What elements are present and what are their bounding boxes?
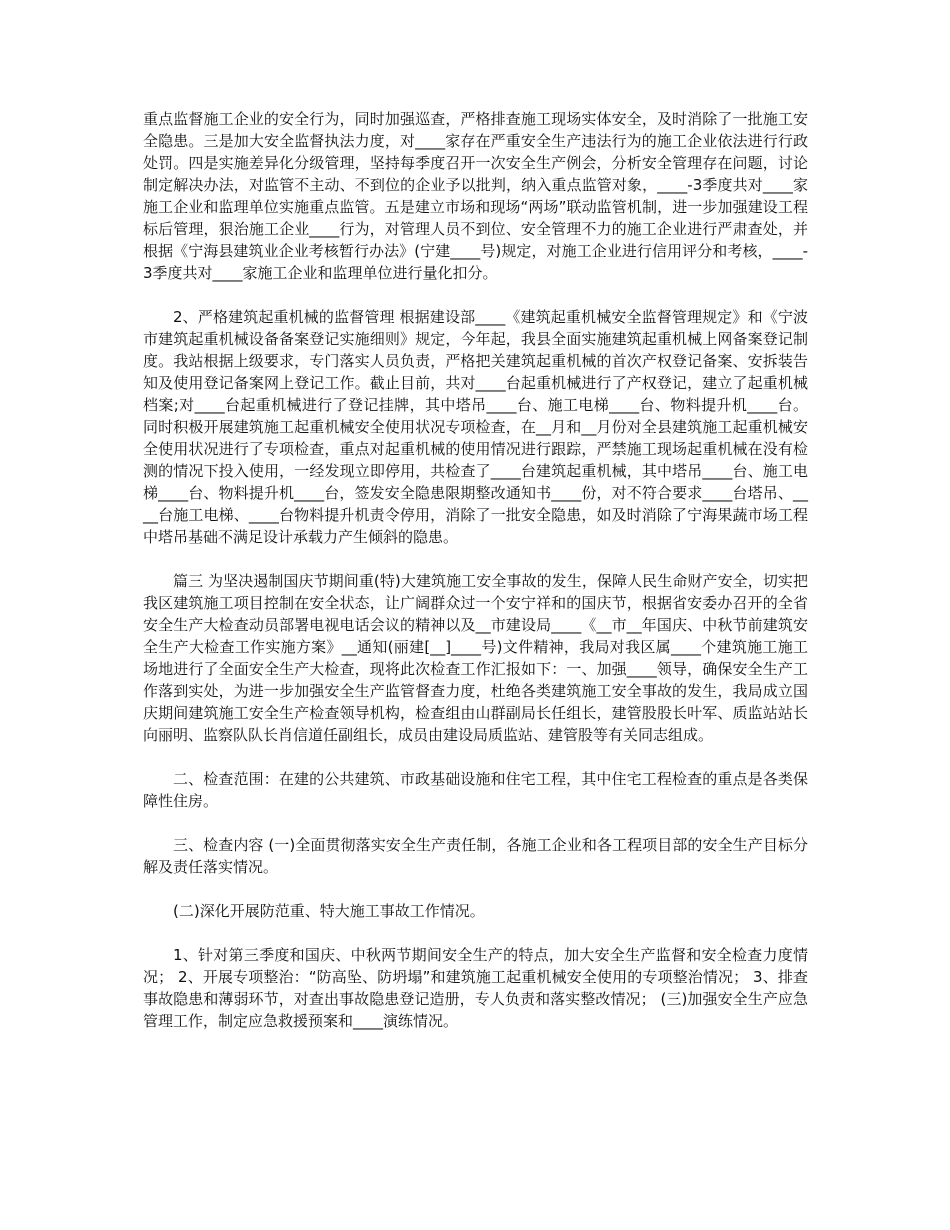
paragraph-article-three-intro: 篇三 为坚决遏制国庆节期间重(特)大建筑施工安全事故的发生，保障人民生命财产安全，切实把我区建筑施工项目控制在安全状态，让广阔群众过一个安宁祥和的国庆节，根据省安委办召开的全省安全生产大检查动员部署电视电话会议的精神以及__市建设局____《__市__年国庆、中秋节前建筑安全生产大检查工作实施方案》__通知(丽建[__]____号)文件精神，我局对我区属____个建筑施工施工场地进行了全面安全生产大检查，现将此次检查工作汇报如下：一、加强____领导，确保安全生产工作落到实处，为进一步加强安全生产监管督查力度，杜绝各类建筑施工安全事故的发生，我局成立国庆期间建筑施工安全生产检查领导机构，检查组由山群副局长任组长，建管股股长叶军、质监站站长向丽明、监察队队长肖信道任副组长，成员由建设局质监站、建管股等有关同志组成。 — [143, 572, 808, 744]
paragraph-inspection-items: 1、针对第三季度和国庆、中秋两节期间安全生产的特点，加大安全生产监督和安全检查力度情况； 2、开展专项整治：“防高坠、防坍塌”和建筑施工起重机械安全使用的专项整治情况； 3、排查事故隐患和薄弱环节，对查出事故隐患登记造册，专人负责和落实整改情况； (三)加强安全生产应急管理工作，制定应急救援预案和____演练情况。 — [143, 946, 808, 1030]
paragraph-inspection-content: 三、检查内容 (一)全面贯彻落实安全生产责任制，各施工企业和各工程项目部的安全生产目标分解及责任落实情况。 — [143, 836, 808, 876]
paragraph-crane-supervision: 2、严格建筑起重机械的监督管理 根据建设部____《建筑起重机械安全监督管理规定》和《宁波市建筑起重机械设备备案登记实施细则》规定，今年起，我县全面实施建筑起重机械上网备案登记制度。我站根据上级要求，专门落实人员负责，严格把关建筑起重机械的首次产权登记备案、安拆装告知及使用登记备案网上登记工作。截止目前，共对____台起重机械进行了产权登记，建立了起重机械档案;对____台起重机械进行了登记挂牌，其中塔吊____台、施工电梯____台、物料提升机____台。同时积极开展建筑施工起重机械安全使用状况专项检查，在__月和__月份对全县建筑施工起重机械安全使用状况进行了专项检查，重点对起重机械的使用情况进行跟踪，严禁施工现场起重机械在没有检测的情况下投入使用，一经发现立即停用，共检查了____台建筑起重机械，其中塔吊____台、施工电梯____台、物料提升机____台，签发安全隐患限期整改通知书____份，对不符合要求____台塔吊、____台施工电梯、____台物料提升机责令停用，消除了一批安全隐患，如及时消除了宁海果蔬市场工程中塔吊基础不满足设计承载力产生倾斜的隐患。 — [143, 308, 808, 546]
document-body — [143, 108, 808, 1054]
paragraph-accident-prevention: (二)深化开展防范重、特大施工事故工作情况。 — [173, 902, 485, 920]
paragraph-inspection-scope: 二、检查范围：在建的公共建筑、市政基础设施和住宅工程，其中住宅工程检查的重点是各类保障性住房。 — [143, 770, 808, 810]
paragraph-supervision-continued: 重点监督施工企业的安全行为，同时加强巡查，严格排查施工现场实体安全，及时消除了一批施工安全隐患。三是加大安全监督执法力度，对____家存在严重安全生产违法行为的施工企业依法进行行政处罚。四是实施差异化分级管理，坚持每季度召开一次安全生产例会，分析安全管理存在问题，讨论制定解决办法，对监管不主动、不到位的企业予以批判，纳入重点监管对象，____-3季度共对____家施工企业和监理单位实施重点监管。五是建立市场和现场“两场”联动监管机制，进一步加强建设工程标后管理，狠治施工企业____行为，对管理人员不到位、安全管理不力的施工企业进行严肃查处，并根据《宁海县建筑业企业考核暂行办法》(宁建____号)规定，对施工企业进行信用评分和考核，____-3季度共对____家施工企业和监理单位进行量化扣分。 — [143, 110, 808, 282]
